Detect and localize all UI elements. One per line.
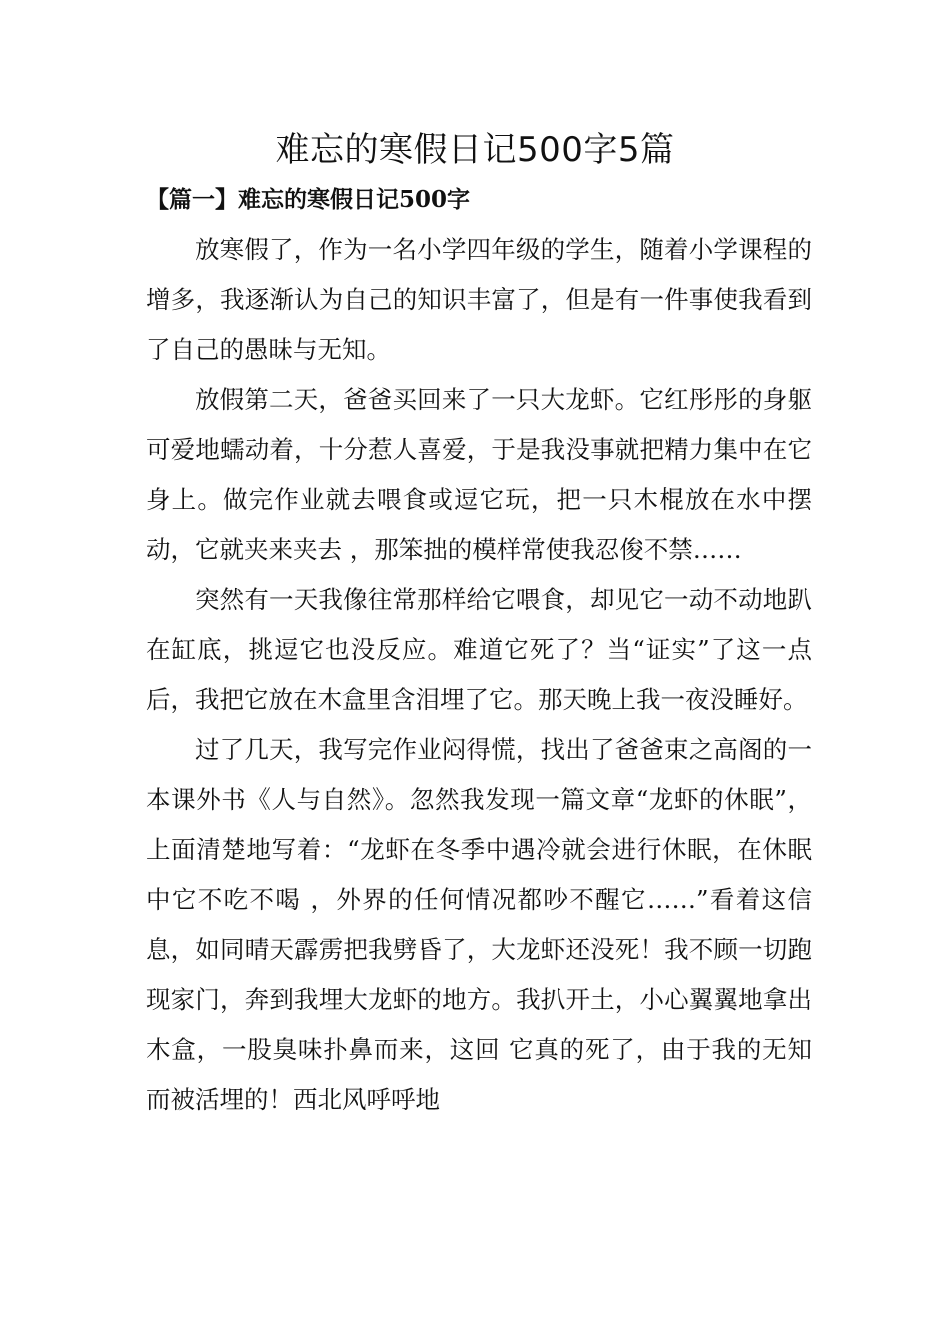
document-title: 难忘的寒假日记500字5篇 [275, 130, 675, 170]
paragraph-3: 突然有一天我像往常那样给它喂食，却见它一动不动地趴在缸底，挑逗它也没反应。难道它死了？当“证实”了这一点后，我把它放在木盒里含泪埋了它。那天晚上我一夜没睡好。 [146, 585, 812, 714]
paragraph-4: 过了几天，我写完作业闷得慌，找出了爸爸束之高阁的一本课外书《人与自然》。忽然我发现一篇文章“龙虾的休眠”，上面清楚地写着：“龙虾在冬季中遇冷就会进行休眠，在休眠中它不吃不喝 ，外界的任何情况都吵不醒它……”看着这信息，如同晴天霹雳把我劈昏了，大龙虾还没死！我不顾一切跑现家门，奔到我埋大龙虾的地方。我扒开土，小心翼翼地拿出木盒，一股臭味扑鼻而来，这回 它真的死了，由于我的无知而被活埋的！西北风呼呼地 [146, 735, 812, 1114]
paragraph-2: 放假第二天，爸爸买回来了一只大龙虾。它红彤彤的身躯可爱地蠕动着，十分惹人喜爱，于是我没事就把精力集中在它身上。做完作业就去喂食或逗它玩，把一只木棍放在水中摆动，它就夹来夹去 ，那笨拙的模样常使我忍俊不禁…… [146, 385, 812, 564]
section-heading: 【篇一】难忘的寒假日记500字 [146, 186, 471, 213]
body-text [146, 225, 812, 1125]
paragraph-1: 放寒假了，作为一名小学四年级的学生，随着小学课程的增多，我逐渐认为自己的知识丰富了，但是有一件事使我看到了自己的愚昧与无知。 [146, 235, 812, 364]
